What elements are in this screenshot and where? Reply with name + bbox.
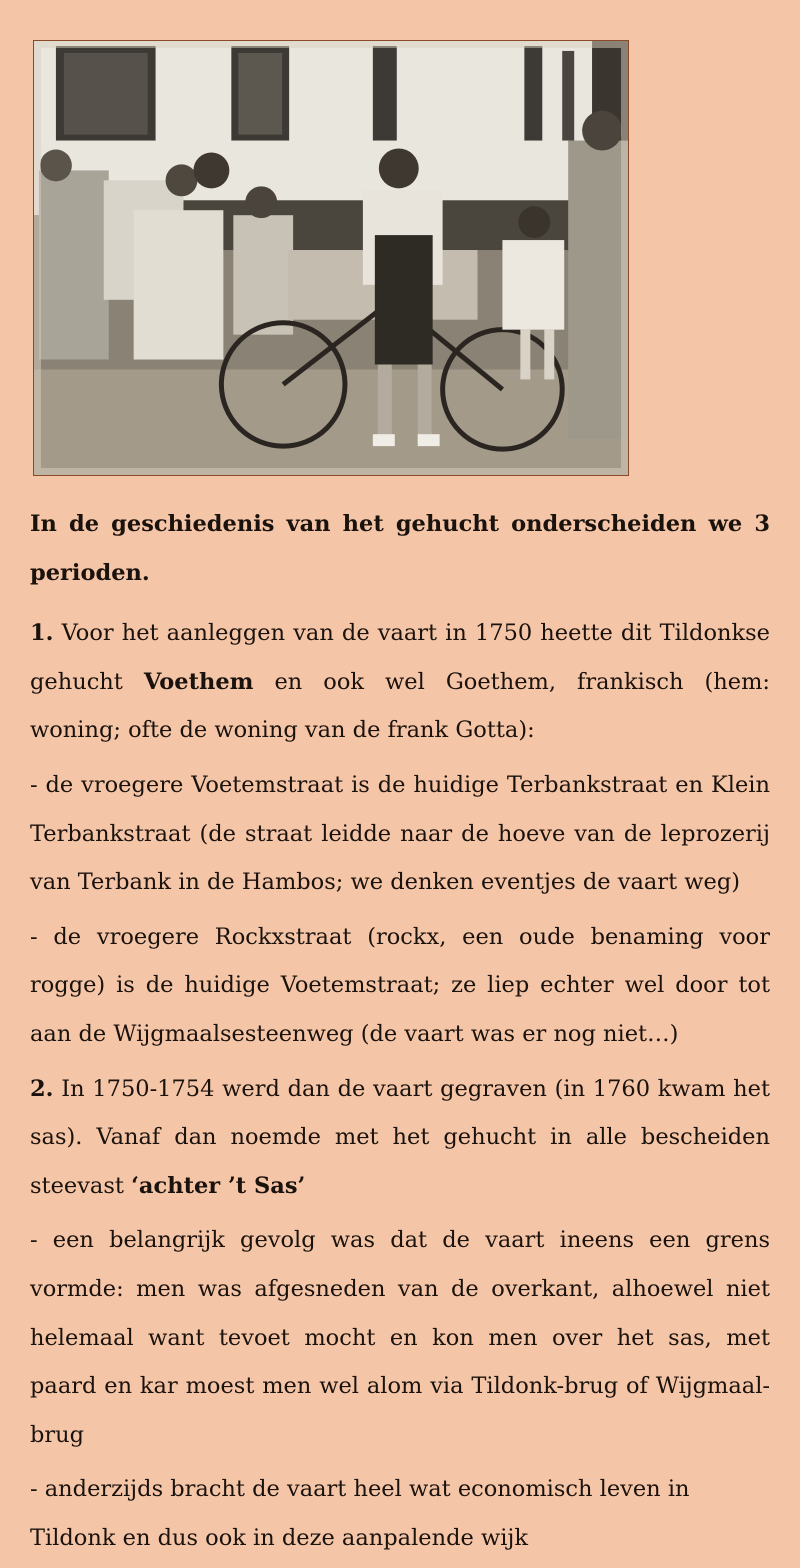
period-1-point-2: - de vroegere Rockxstraat (rockx, een oude benaming voor rogge) is de huidige Voetemstraat; ze liep echter wel door tot aan de Wijgmaalsesteenweg (de vaart was er nog niet…) (30, 923, 770, 1047)
period-1-text-b: en ook wel Goethem, frankisch (hem: woning; ofte de woning van de frank Gotta): (30, 668, 770, 744)
intro-paragraph: In de geschiedenis van het gehucht onderscheiden we 3 perioden. (30, 511, 770, 586)
period-2-point-1: - een belangrijk gevolg was dat de vaart ineens een grens vormde: men was afgesneden van de overkant, alhoewel niet helemaal want tevoet mocht en kon men over het sas, met paard en kar moest men wel alom via Tildonk-brug of Wijgmaal-brug (30, 1227, 770, 1448)
photo-image (34, 41, 628, 475)
period-1-name: Voethem (143, 668, 254, 695)
period-2-paragraph (30, 1065, 770, 1211)
period-1-point-1: - de vroegere Voetemstraat is de huidige Terbankstraat en Klein Terbankstraat (de straat leidde naar de hoeve van de leprozerij van Terbank in de Hambos; we denken eventjes de vaart weg) (30, 771, 770, 896)
period-2-text: In 1750-1754 werd dan de vaart gegraven (in 1760 kwam het sas). Vanaf dan noemde met het gehucht in alle bescheiden steevast (30, 1075, 770, 1199)
period-1-number: 1. (30, 620, 54, 647)
period-2-number: 2. (30, 1075, 54, 1102)
period-1-text-a: Voor het aanleggen van de vaart in 1750 heette dit Tildonkse gehucht (30, 620, 770, 695)
period-2-point-2: - anderzijds bracht de vaart heel wat economisch leven in Tildonk en dus ook in deze aanpalende wijk (30, 1476, 690, 1551)
period-2-name: ‘achter ’t Sas’ (131, 1172, 306, 1199)
period-1-paragraph (30, 609, 770, 755)
historical-photo (33, 40, 629, 476)
article-text (30, 500, 770, 1568)
